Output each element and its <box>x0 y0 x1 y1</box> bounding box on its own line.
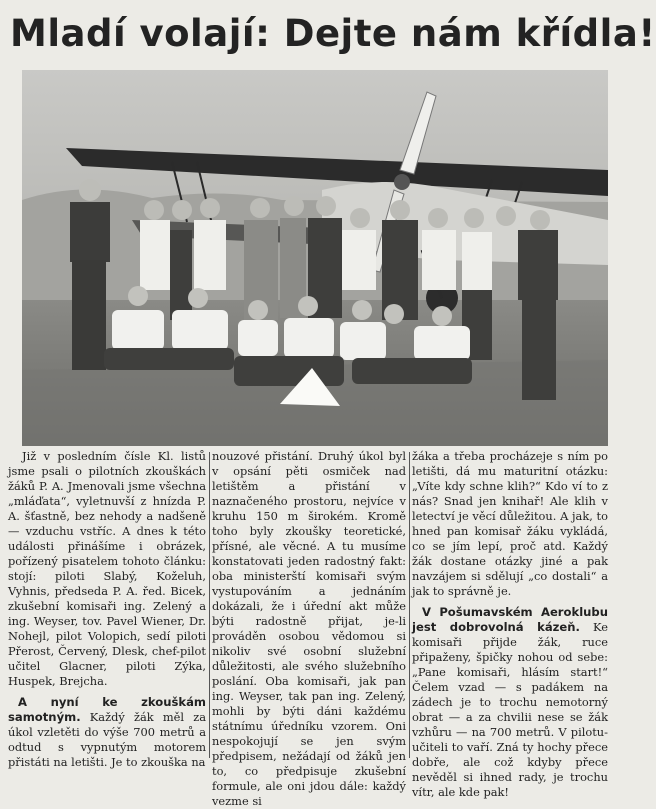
paragraph-text: Ke komisaři přijde žák, ruce připaženy, špičky nohou od sebe: „Pane komisaři, hlásím start!“ Čelem vzad — s padákem na zádech je to trochu nemotorný obrat — a za chvilii nese se žák vzhůru — na 700 metrů. V pilotu-učiteli to vaří. Zná ty hochy přece dobře, ale což kdyby přece nevěděl si ihned rady, je trochu vítr, ale kde pak! <box>412 620 608 799</box>
paragraph: nouzové přistání. Druhý úkol byl v opsání pěti osmiček nad letištěm a přistání v naznačeného prostoru, nejvíce v kruhu 150 m širokém. Kromě toho byly zkoušky teoretické, přísné, ale věcné. A tu musíme konstatovati jeden radostný fakt: oba ministerští komisaři svým vystupováním a jednáním dokázali, že i úřední akt může býti radostně přijat, je-li prováděn osobou vědomou si nikoliv své osobní služební důležitosti, ale svého služebního poslání. Oba komisaři, jak pan ing. Weyser, tak pan ing. Zelený, mohli by býti dáni každému státnímu úředníku vzorem. Oni nespokojují se jen svým předpisem, nežádají od žáků jen to, co předpisuje zkušební formule, ale oni jdou dále: každý vezme si <box>212 449 406 808</box>
column-divider <box>209 452 210 758</box>
paragraph <box>8 695 206 770</box>
article-title: Mladí volají: Dejte nám křídla! <box>10 12 656 55</box>
text-column-2 <box>212 449 406 808</box>
paragraph-text: Každý žák měl za úkol vzletěti do výše 700 metrů a odtud s vypnutým motorem přistáti na letišti. Je to zkouška na <box>8 710 206 769</box>
section-heading: A nyní ke zkouškám samotným. <box>8 695 206 724</box>
group-photo-airplane-icon <box>22 70 608 446</box>
column-divider <box>409 452 410 758</box>
paragraph: Již v posledním čísle Kl. listů jsme psali o pilotních zkouškách žáků P. A. Jmenovali jsme všechna „mláďata“, vyletnuvší z hnízda P. A. šťastně, bez nehody a nadšeně — vzduchu vstříc. A dnes k této události přinášíme i obrázek, pořízený pisatelem tohoto článku: stojí: piloti Slabý, Koželuh, Vyhnis, předseda P. A. řed. Bicek, zkušební komisaři ing. Zelený a ing. Weyser, tov. Pavel Wiener, Dr. Nohejl, pilot Volopich, sedí piloti Přerost, Červený, Dlesk, chef-pilot učitel Glacner, piloti Zýka, Huspek, Brejcha. <box>8 449 206 688</box>
text-column-1 <box>8 449 206 769</box>
text-column-3 <box>412 449 608 799</box>
section-heading: V Pošumavském Aeroklubu jest dobrovolná kázeň. <box>412 605 608 634</box>
paragraph: žáka a třeba procházeje s ním po letišti, dá mu maturitní otázku: „Víte kdy schne klih?“ Kdo ví to z nás? Snad jen knihař! Ale klih v letectví je věcí důležitou. A jak, to hned pan komisař žáku vykládá, co se jím lepí, proč atd. Každý žák dostane otázky jiné a pak navzájem si sdělují „co dostali“ a jak to správně je. <box>412 449 608 598</box>
group-photo <box>22 70 608 446</box>
paragraph <box>412 605 608 800</box>
